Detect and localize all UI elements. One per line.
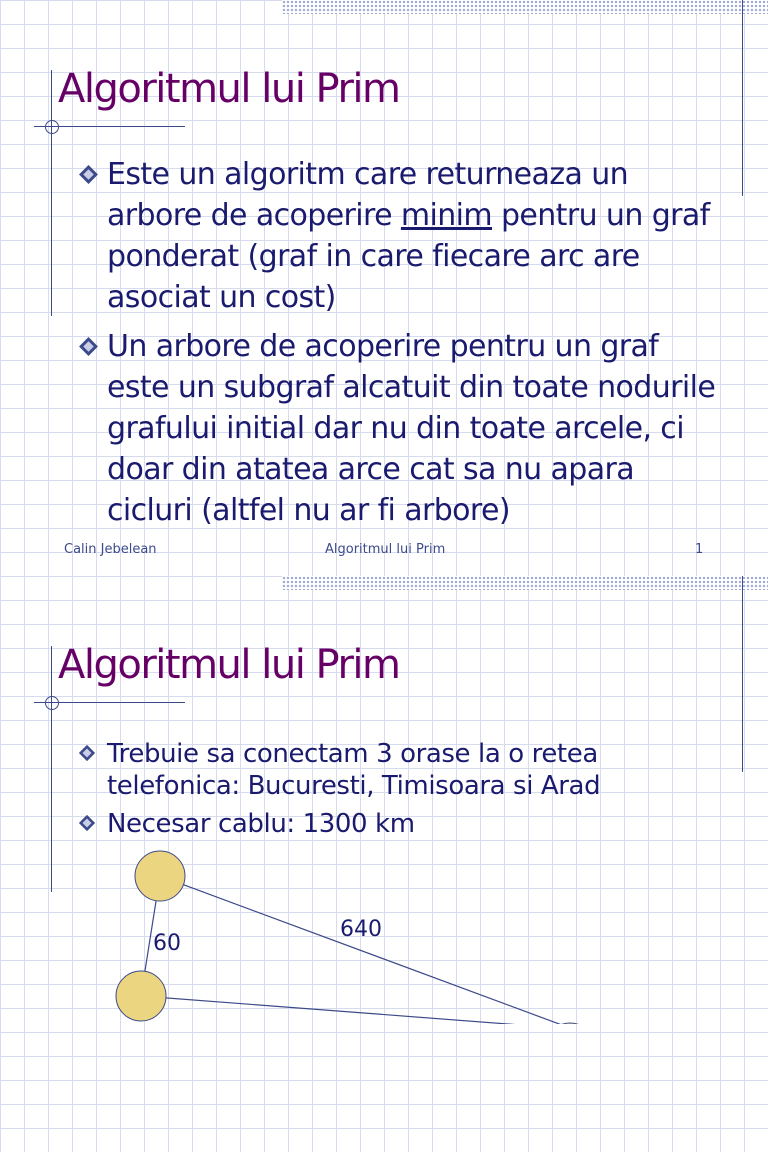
bullet-text-after: pentru un graf ponderat (graf in care fiecare arc are asociat un cost) [107, 198, 710, 315]
bullet-text: Necesar cablu: 1300 km [107, 809, 415, 839]
edge-label-640: 640 [340, 917, 382, 942]
graph-edge [141, 996, 560, 1024]
footer-author: Calin Jebelean [64, 542, 157, 557]
graph-node [116, 971, 166, 1021]
bullet-item [78, 154, 727, 318]
bullet-text: Trebuie sa conectam 3 orase la o retea telefonica: Bucuresti, Timisoara si Arad [107, 739, 601, 801]
bullet-text: Un arbore de acoperire pentru un graf este un subgraf alcatuit din toate nodurile grafului initial dar nu din toate arcele, ci doar din atatea arce cat sa nu apara cicluri (altfel nu ar fi arbore) [107, 329, 716, 528]
diamond-bullet-icon [78, 164, 99, 185]
edge-label-60: 60 [153, 931, 181, 956]
bullet-text-underlined: minim [400, 198, 493, 233]
footer-page-number: 1 [695, 542, 704, 557]
bullet-item [78, 326, 727, 531]
footer-title: Algoritmul lui Prim [325, 542, 446, 557]
slide-2 [0, 576, 768, 1152]
graph-node [135, 851, 185, 901]
slide-title: Algoritmul lui Prim [58, 642, 400, 688]
diamond-bullet-icon [78, 336, 99, 357]
left-rule [51, 70, 52, 316]
rule-crosshair-circle [45, 120, 59, 134]
city-graph [0, 576, 768, 1024]
top-pattern-band [282, 0, 768, 14]
right-rule [742, 0, 743, 196]
slide-title: Algoritmul lui Prim [58, 66, 400, 112]
bullet-text-before: Este un algoritm care returneaza un arbore de acoperire [107, 157, 629, 233]
bullet-list [78, 154, 727, 531]
